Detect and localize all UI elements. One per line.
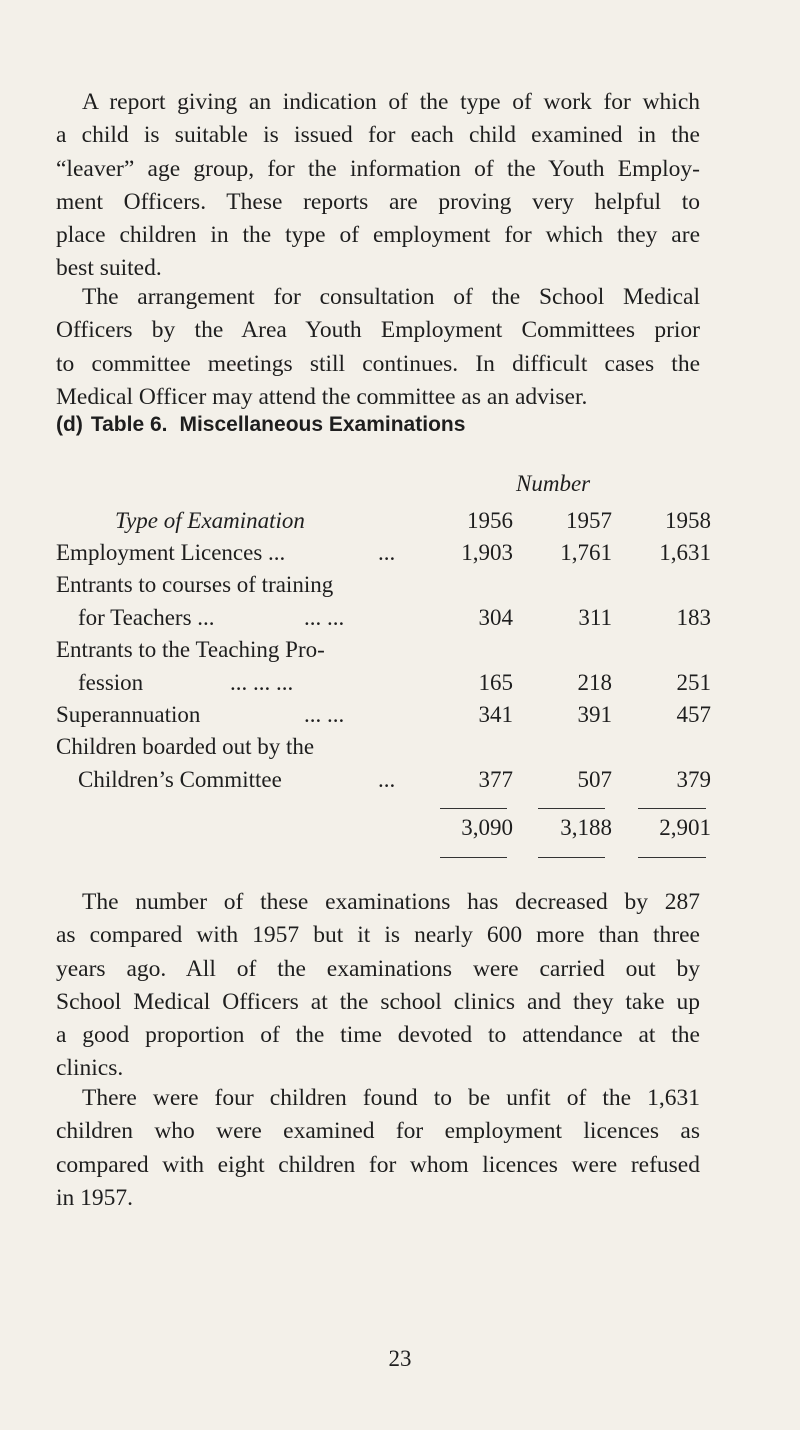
total-rule: [440, 808, 507, 809]
cell-value: 165: [478, 670, 513, 695]
cell-value: 1,631: [659, 540, 711, 565]
row-leader-dots: ... ...: [304, 605, 345, 630]
table-number: Table 6.: [90, 413, 168, 436]
cell-value: 1,903: [461, 540, 513, 565]
total-rule: [538, 857, 605, 858]
row-leader-dots: ... ... ...: [230, 670, 294, 695]
row-label-continued: for Teachers ...: [78, 605, 215, 630]
paragraph-4: [56, 1082, 700, 1215]
row-label: Employment Licences ...: [56, 540, 286, 565]
paragraph-line: Officers by the Area Youth Employment Committees prior: [56, 317, 700, 344]
paragraph-line: compared with eight children for whom licences were refused: [56, 1151, 700, 1178]
paragraph-2: [56, 281, 700, 414]
paragraph-line: The arrangement for consultation of the School Medical: [82, 284, 700, 310]
total-value: 3,090: [461, 815, 513, 840]
paragraph-line: A report giving an indication of the type of work for which: [82, 89, 700, 115]
paragraph-line: to committee meetings still continues. In difficult cases the: [56, 350, 700, 377]
paragraph-line: a child is suitable is issued for each child examined in the: [56, 122, 700, 149]
total-rule: [440, 857, 507, 858]
row-label: Children boarded out by the: [56, 734, 315, 759]
cell-value: 218: [577, 670, 612, 695]
paragraph-line: There were four children found to be unfit of the 1,631: [82, 1085, 700, 1111]
paragraph-1: [56, 86, 700, 286]
paragraph-line: a good proportion of the time devoted to attendance at the: [56, 1022, 700, 1049]
table-section-label: (d): [56, 413, 83, 436]
table-title: Miscellaneous Examinations: [179, 413, 466, 436]
page-number: 23: [388, 1346, 412, 1371]
cell-value: 251: [676, 670, 711, 695]
cell-value: 457: [676, 702, 711, 727]
total-value: 3,188: [560, 815, 612, 840]
paragraph-line: place children in the type of employment for which they are: [56, 222, 700, 249]
row-leader-dots: ...: [378, 767, 396, 792]
row-label-continued: Children’s Committee: [78, 767, 282, 792]
total-rule: [638, 808, 706, 809]
paragraph-line: years ago. All of the examinations were carried out by: [56, 955, 700, 982]
total-rule: [538, 808, 605, 809]
row-label-continued: fession: [78, 670, 144, 695]
table-heading: [56, 413, 465, 437]
row-label: Superannuation: [56, 702, 201, 727]
number-column-header: Number: [516, 471, 591, 496]
row-leader-dots: ... ...: [304, 702, 345, 727]
year-header-1957: 1957: [566, 508, 612, 533]
paragraph-3: [56, 886, 700, 1086]
paragraph-line: “leaver” age group, for the information of the Youth Employ-: [56, 155, 700, 182]
paragraph-line: children who were examined for employment licences as: [56, 1118, 700, 1145]
cell-value: 341: [478, 702, 513, 727]
row-label: Entrants to the Teaching Pro-: [56, 637, 325, 662]
total-rule: [638, 857, 706, 858]
total-value: 2,901: [659, 815, 711, 840]
paragraph-line: ment Officers. These reports are proving very helpful to: [56, 188, 700, 215]
paragraph-line: in 1957.: [56, 1184, 134, 1211]
cell-value: 304: [478, 605, 513, 630]
paragraph-line: best suited.: [56, 255, 162, 282]
paragraph-line: Medical Officer may attend the committee as an adviser.: [56, 383, 588, 410]
paragraph-line: as compared with 1957 but it is nearly 600 more than three: [56, 922, 700, 949]
type-column-header: Type of Examination: [115, 508, 305, 533]
cell-value: 311: [578, 605, 612, 630]
cell-value: 1,761: [560, 540, 612, 565]
cell-value: 183: [676, 605, 711, 630]
paragraph-line: clinics.: [56, 1055, 124, 1082]
year-header-1956: 1956: [467, 508, 513, 533]
cell-value: 379: [676, 767, 711, 792]
cell-value: 507: [577, 767, 612, 792]
row-label: Entrants to courses of training: [56, 572, 334, 597]
paragraph-line: School Medical Officers at the school clinics and they take up: [56, 988, 700, 1015]
paragraph-line: The number of these examinations has decreased by 287: [82, 889, 700, 915]
cell-value: 377: [478, 767, 513, 792]
cell-value: 391: [577, 702, 612, 727]
row-leader-dots: ...: [378, 540, 396, 565]
year-header-1958: 1958: [665, 508, 711, 533]
